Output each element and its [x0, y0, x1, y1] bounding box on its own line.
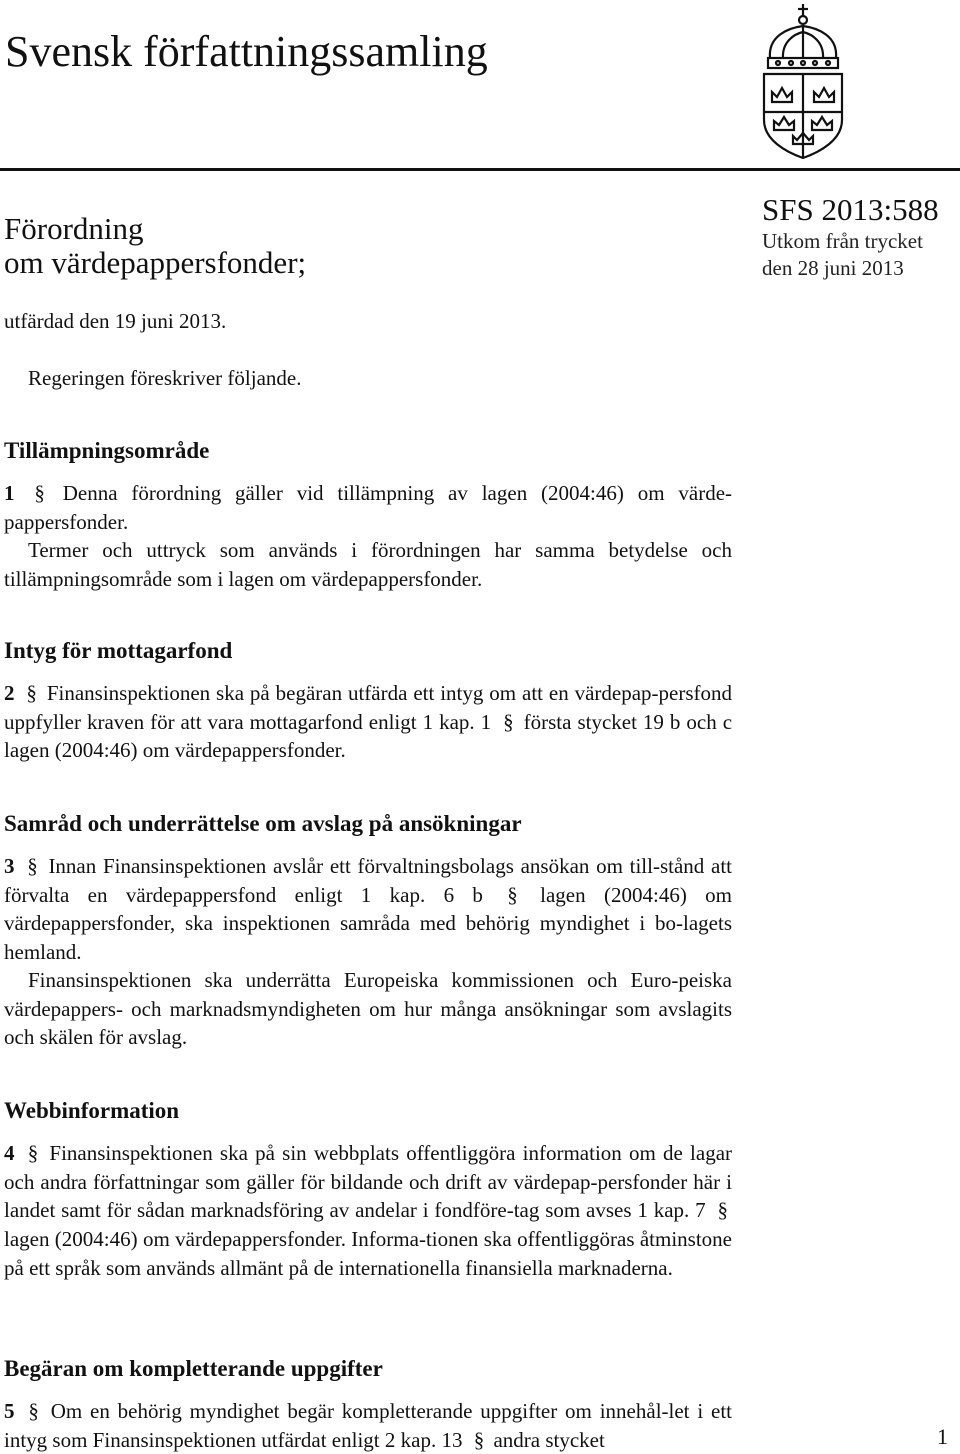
section-3-paragraph-2: Finansinspektionen ska underrätta Europeiska kommissionen och Euro-peiska värdepappers- och marknadsmyndigheten om hur många ansökningar som avslagits och skälen för avslag.	[4, 968, 732, 1050]
regulation-title-line1: Förordning	[4, 211, 144, 246]
section-4-paragraph	[4, 1139, 732, 1283]
section-symbol: §	[27, 1141, 39, 1165]
printed-note-line1: Utkom från trycket	[762, 229, 923, 253]
section-symbol: §	[34, 481, 45, 505]
section-text: lagen (2004:46) om värdepappersfonder. Informa-tionen ska offentliggöras åtminstone på ett språk som används allmänt på de internationella finansiella marknaderna.	[4, 1227, 732, 1280]
section-symbol: §	[503, 709, 514, 734]
issued-line: utfärdad den 19 juni 2013.	[4, 309, 227, 333]
coat-of-arms-logo	[758, 2, 848, 162]
header-divider	[0, 168, 960, 171]
section-text: första stycket 19 b och c lagen (2004:46) om värdepappersfonder.	[4, 709, 733, 763]
section-number: 4	[4, 1141, 15, 1165]
series-title: Svensk författningssamling	[5, 27, 488, 76]
section-text: Innan Finansinspektionen avslår ett förvaltningsbolags ansökan om till-stånd att förvalta en värdepappersfond enligt 1 kap. 6 b	[4, 854, 733, 907]
section-symbol: §	[28, 1399, 39, 1423]
section-text: andra stycket	[493, 1427, 605, 1452]
section-number: 3	[4, 854, 15, 878]
sfs-number: SFS 2013:588	[762, 192, 939, 227]
section-heading-2: Intyg för mottagarfond	[4, 638, 233, 663]
section-2-paragraph	[4, 679, 732, 765]
section-text: Finansinspektionen ska på sin webbplats offentliggöra information om de lagar och andra författningar som gäller för bildande och drift av värdepap-persfonder här i landet samt för sådan marknadsföring av andelar i fondföre-tag som avses 1 kap. 7	[4, 1141, 733, 1223]
section-symbol: §	[473, 1427, 485, 1452]
section-heading-4: Webbinformation	[4, 1098, 180, 1123]
section-text: Om en behörig myndighet begär kompletterande uppgifter om innehål-let i ett intyg som Finansinspektionen utfärdat enligt 2 kap. 13	[4, 1399, 733, 1452]
section-1-paragraph	[4, 479, 732, 536]
section-heading-3: Samråd och underrättelse om avslag på ansökningar	[4, 811, 522, 836]
section-symbol: §	[26, 681, 37, 705]
section-number: 2	[4, 681, 15, 705]
preamble: Regeringen föreskriver följande.	[28, 366, 302, 390]
section-symbol: §	[717, 1198, 728, 1223]
page-number: 1	[937, 1424, 948, 1449]
regulation-title	[4, 212, 306, 280]
section-symbol: §	[27, 854, 38, 878]
section-5-paragraph	[4, 1397, 732, 1454]
section-heading-1: Tillämpningsområde	[4, 438, 210, 463]
section-number: 1	[4, 481, 15, 505]
regulation-title-line2: om värdepappersfonder;	[4, 245, 307, 280]
section-text: Denna förordning gäller vid tillämpning av lagen (2004:46) om värde-pappersfonder.	[4, 481, 733, 534]
section-heading-5: Begäran om kompletterande uppgifter	[4, 1356, 383, 1381]
section-symbol: §	[507, 882, 518, 907]
section-1-paragraph-2: Termer och uttryck som används i förordningen har samma betydelse och tillämpningsområde som i lagen om värdepappersfonder.	[4, 538, 732, 591]
section-3-paragraph	[4, 852, 732, 967]
sfs-block	[762, 192, 960, 282]
printed-note-line2: den 28 juni 2013	[762, 256, 904, 280]
section-number: 5	[4, 1399, 15, 1423]
section-text: lagen (2004:46) om värdepappersfonder, ska inspektionen samråda med behörig myndighet i bo-lagets hemland.	[4, 882, 732, 965]
section-text: Finansinspektionen ska på begäran utfärda ett intyg om att en värdepap-persfond uppfyller kraven för att vara mottagarfond enligt 1 kap. 1	[4, 681, 733, 734]
